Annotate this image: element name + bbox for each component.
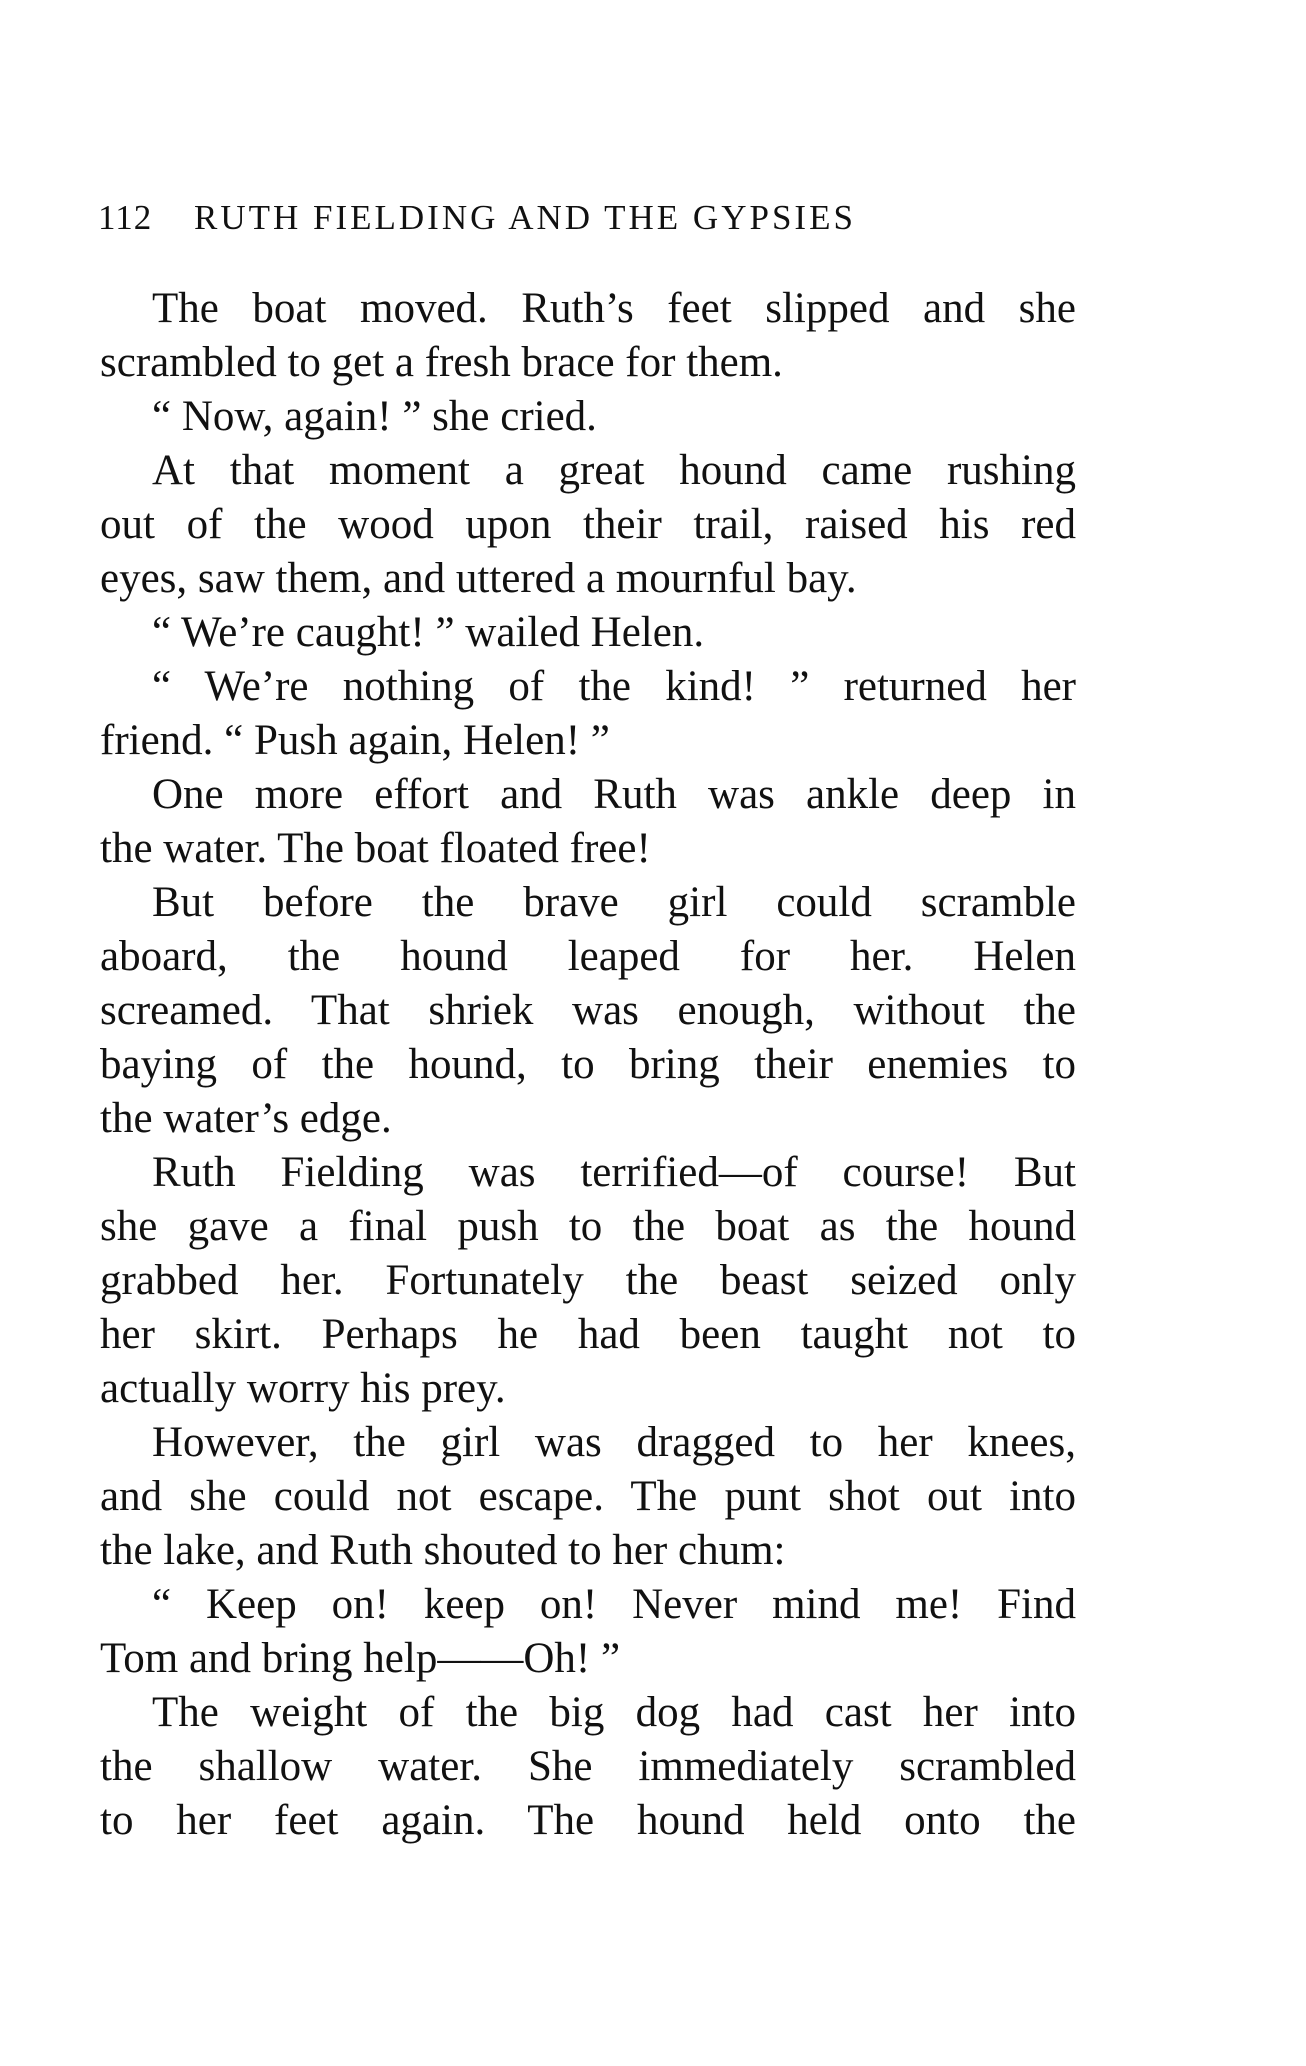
text-line: “ Now, again! ” she cried. <box>152 393 597 440</box>
text-line: baying of the hound, to bring their enemies to <box>100 1041 1076 1088</box>
text-line: scrambled to get a fresh brace for them. <box>100 339 783 386</box>
text-line: actually worry his prey. <box>100 1365 506 1412</box>
text-line: eyes, saw them, and uttered a mournful bay. <box>100 555 857 602</box>
text-line: the water’s edge. <box>100 1095 392 1142</box>
text-line: The boat moved. Ruth’s feet slipped and she <box>152 285 1076 332</box>
text-line: “ Keep on! keep on! Never mind me! Find <box>152 1581 1076 1628</box>
text-line: One more effort and Ruth was ankle deep in <box>152 771 1076 818</box>
text-line: the water. The boat floated free! <box>100 825 651 872</box>
page-number: 112 <box>98 198 153 237</box>
running-head <box>98 196 958 240</box>
text-line: grabbed her. Fortunately the beast seized only <box>100 1257 1076 1304</box>
text-line: out of the wood upon their trail, raised his red <box>100 501 1076 548</box>
running-title: RUTH FIELDING AND THE GYPSIES <box>194 198 856 237</box>
text-line: aboard, the hound leaped for her. Helen <box>100 933 1076 980</box>
text-line: At that moment a great hound came rushing <box>152 447 1076 494</box>
text-line: the lake, and Ruth shouted to her chum: <box>100 1527 786 1574</box>
text-line: to her feet again. The hound held onto the <box>100 1797 1076 1844</box>
text-line: “ We’re nothing of the kind! ” returned her <box>152 663 1076 710</box>
text-line: her skirt. Perhaps he had been taught not to <box>100 1311 1076 1358</box>
text-line: However, the girl was dragged to her knees, <box>152 1419 1076 1466</box>
text-line: the shallow water. She immediately scrambled <box>100 1743 1076 1790</box>
text-line: and she could not escape. The punt shot out into <box>100 1473 1076 1520</box>
text-line: she gave a final push to the boat as the hound <box>100 1203 1076 1250</box>
text-line: Tom and bring help——Oh! ” <box>100 1635 621 1682</box>
text-line: friend. “ Push again, Helen! ” <box>100 717 610 764</box>
text-line: “ We’re caught! ” wailed Helen. <box>152 609 705 656</box>
text-line: screamed. That shriek was enough, without the <box>100 987 1076 1034</box>
text-line: Ruth Fielding was terrified—of course! But <box>152 1149 1076 1196</box>
text-line: But before the brave girl could scramble <box>152 879 1076 926</box>
text-line: The weight of the big dog had cast her into <box>152 1689 1076 1736</box>
body-text <box>100 282 1076 1848</box>
